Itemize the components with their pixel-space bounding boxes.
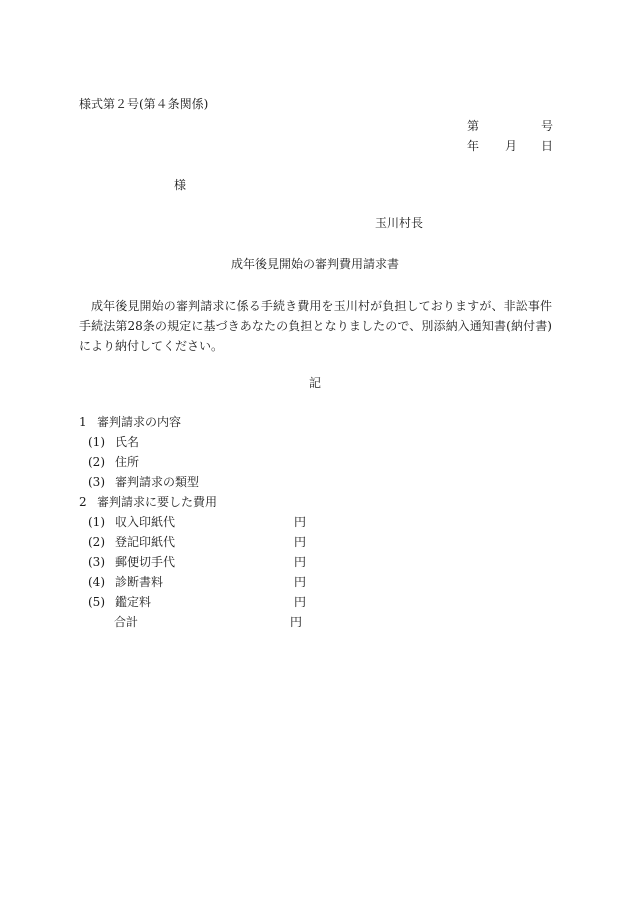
item-number: (4) — [88, 575, 105, 589]
yen-unit: 円 — [294, 535, 307, 549]
item-number: (3) — [88, 475, 105, 489]
item-label: 登記印紙代 — [115, 535, 176, 549]
item-label: 診断書料 — [115, 575, 164, 589]
cost-item — [88, 574, 163, 590]
cost-item — [88, 594, 151, 610]
total-yen-unit: 円 — [290, 615, 303, 629]
form-number: 様式第２号(第４条関係) — [79, 97, 209, 111]
item-number: (3) — [88, 555, 105, 569]
list-item — [88, 454, 139, 470]
date-day: 日 — [541, 139, 554, 153]
item-label: 住所 — [115, 455, 140, 469]
date-year: 年 — [467, 139, 480, 153]
item-label: 審判請求の類型 — [115, 475, 200, 489]
item-number: (2) — [88, 535, 105, 549]
cost-item — [88, 534, 175, 550]
section-1-heading — [79, 414, 181, 430]
section-2-heading — [79, 494, 217, 510]
body-paragraph: 成年後見開始の審判請求に係る手続き費用を玉川村が負担しておりますが、非訟事件手続法第28条の規定に基づきあなたの負担となりましたので、別添納入通知書(納付書)により納付してください。 — [79, 299, 552, 353]
item-number: (5) — [88, 595, 105, 609]
section-number: 2 — [79, 495, 87, 509]
yen-unit: 円 — [294, 575, 307, 589]
item-label: 鑑定料 — [115, 595, 152, 609]
section-number: 1 — [79, 415, 87, 429]
total-label: 合計 — [114, 615, 139, 629]
item-number: (1) — [88, 515, 105, 529]
item-number: (1) — [88, 435, 105, 449]
yen-unit: 円 — [294, 595, 307, 609]
section-title: 審判請求の内容 — [97, 415, 182, 429]
yen-unit: 円 — [294, 555, 307, 569]
document-title: 成年後見開始の審判費用請求書 — [230, 257, 399, 271]
date-month: 月 — [505, 139, 518, 153]
item-number: (2) — [88, 455, 105, 469]
list-item — [88, 474, 199, 490]
ki-heading: 記 — [308, 376, 321, 390]
item-label: 収入印紙代 — [115, 515, 176, 529]
sender: 玉川村長 — [375, 216, 424, 230]
item-label: 氏名 — [115, 435, 140, 449]
document-number-suffix: 号 — [541, 119, 554, 133]
section-title: 審判請求に要した費用 — [97, 495, 218, 509]
cost-item — [88, 514, 175, 530]
list-item — [88, 434, 139, 450]
cost-item — [88, 554, 175, 570]
addressee: 様 — [174, 178, 187, 192]
yen-unit: 円 — [294, 515, 307, 529]
document-number-prefix: 第 — [467, 119, 480, 133]
item-label: 郵便切手代 — [115, 555, 176, 569]
